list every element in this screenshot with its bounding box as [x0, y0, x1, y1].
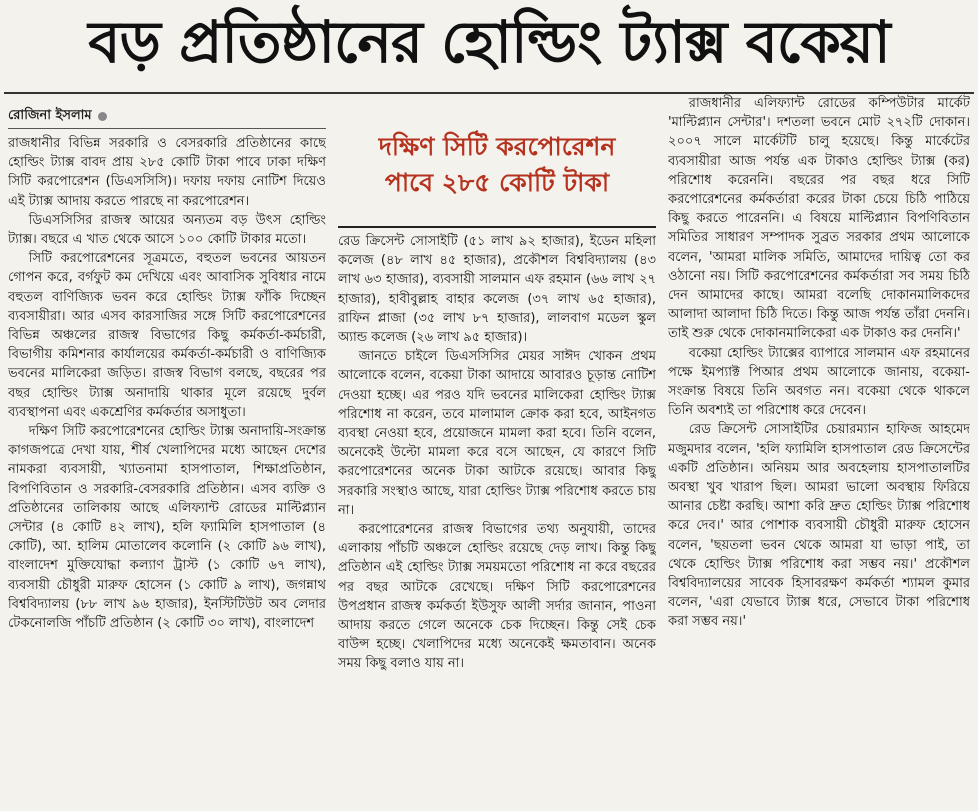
sub-headline — [338, 110, 656, 220]
paragraph: সিটি করপোরেশনের সূত্রমতে, বহুতল ভবনের আয়তন গোপন করে, বর্গফুট কম দেখিয়ে এবং আবাসিক সুবিধার নামে বহুতল বাণিজ্যিক ভবন করে হোল্ডিং ট্যাক্স ফাঁকি দিচ্ছেন ব্যবসায়ীরা। আর এসব কারসাজির সঙ্গে সিটি করপোরেশনের বিভিন্ন অঞ্চলের রাজস্ব বিভাগের কিছু কর্মকর্তা-কর্মচারী, বিভাগীয় কমিশনার কার্যালয়ের কর্মকর্তা-কর্মচারী ও বাণিজ্যিক ভবনের মালিকেরা জড়িত। রাজস্ব বিভাগ বলছে, বছরের পর বছর হোল্ডিং ট্যাক্স অনাদায়ি থাকার মূলে রয়েছে দুর্বল ব্যবস্থাপনা এবং একশ্রেণির কর্মকর্তার অসাধুতা। — [8, 251, 326, 420]
paragraph: রেড ক্রিসেন্ট সোসাইটি (৫১ লাখ ৯২ হাজার), ইডেন মহিলা কলেজ (৪৮ লাখ ৪৫ হাজার), প্রকৌশল বিশ্ববিদ্যালয় (৪৩ লাখ ৬৩ হাজার), ব্যবসায়ী সালমান এফ রহমান (৬৬ লাখ ২৭ হাজার), হাবীবুল্লাহ বাহার কলেজ (৩৭ লাখ ৬৫ হাজার), রাফিন প্লাজা (৩৫ লাখ ৮৭ হাজার), লালবাগ মডেল স্কুল অ্যান্ড কলেজ (২৬ লাখ ৯৫ হাজার)। — [338, 234, 656, 346]
paragraph: বকেয়া হোল্ডিং ট্যাক্সের ব্যাপারে সালমান এফ রহমানের পক্ষে ইমপ্যাক্ট পিআর প্রথম আলোকে জানায়, বকেয়া-সংক্রান্ত বিষয়ে তিনি অবগত নন। বকেয়া থেকে থাকলে তিনি অবশ্যই তা পরিশোধ করে দেবেন। — [668, 345, 970, 419]
paragraph: রাজধানীর এলিফ্যান্ট রোডের কম্পিউটার মার্কেট 'মাল্টিপ্ল্যান সেন্টার'। দশতলা ভবনে মোট ২৭২টি দোকান। ২০০৭ সালে মার্কেটটি চালু হয়েছে। কিন্তু মার্কেটের ব্যবসায়ীরা আজ পর্যন্ত এক টাকাও হোল্ডিং ট্যাক্স (কর) পরিশোধ করেননি। বছরের পর বছর ধরে সিটি করপোরেশনের কর্মকর্তারা করের টাকা চেয়ে চিঠি পাঠিয়ে কিছু করতে পারেননি। এ বিষয়ে মাল্টিপ্ল্যান বিপণিবিতান সমিতির সাধারণ সম্পাদক সুব্রত সরকার প্রথম আলোকে বলেন, 'আমরা মালিক সমিতি, আমাদের দায়িত্ব তো কর ওঠানো নয়। সিটি করপোরেশনের কর্মকর্তারা সব সময় চিঠি দেন আমাদের কাছে। আমরা বলেছি দোকানমালিকদের আলাদা আলাদা চিঠি দিতে। কিন্তু আজ পর্যন্ত তাঁরা দেননি। তাই শুরু থেকে দোকানমালিকেরা এক টাকাও কর দেননি।' — [668, 96, 970, 342]
paragraph: রাজধানীর বিভিন্ন সরকারি ও বেসরকারি প্রতিষ্ঠানের কাছে হোল্ডিং ট্যাক্স বাবদ প্রায় ২৮৫ কোটি টাকা পাবে ঢাকা দক্ষিণ সিটি করপোরেশন (ডিএসসিসি)। দফায় দফায় নোটিশ দিয়েও এই ট্যাক্স আদায় করতে পারছে না করপোরেশন। — [8, 136, 326, 209]
sub-headline-line-2: পাবে ২৮৫ কোটি টাকা — [384, 168, 610, 197]
paragraph: জানতে চাইলে ডিএসসিসির মেয়র সাঈদ খোকন প্রথম আলোকে বলেন, বকেয়া টাকা আদায়ে আবারও চূড়ান্ত নোটিশ দেওয়া হচ্ছে। এর পরও যদি ভবনের মালিকেরা হোল্ডিং ট্যাক্স পরিশোধ না করেন, তবে মালামাল ক্রোক করা হবে, আইনগত ব্যবস্থা নেওয়া হবে, প্রয়োজনে মামলা করা হবে। তিনি বলেন, অনেকেই উল্টো মামলা করে বসে আছেন, যে কারণে সিটি করপোরেশনের অনেক টাকা আটকে রয়েছে। আবার কিছু সরকারি সংস্থাও আছে, যারা হোল্ডিং ট্যাক্স পরিশোধ করতে চায় না। — [338, 349, 656, 518]
byline — [8, 106, 107, 127]
sub-headline-line-1: দক্ষিণ সিটি করপোরেশন — [378, 132, 616, 161]
column-2 — [338, 232, 656, 810]
paragraph: রেড ক্রিসেন্ট সোসাইটির চেয়ারম্যান হাফিজ আহমেদ মজুমদার বলেন, 'হলি ফ্যামিলি হাসপাতাল রেড ক্রিসেন্টের একটি প্রতিষ্ঠান। অনিয়ম আর অবহেলায় হাসপাতালটির অবস্থা খুব খারাপ ছিল। আমরা ভালো অবস্থায় ফিরিয়ে আনার চেষ্টা করছি। আশা করি দ্রুত হোল্ডিং ট্যাক্স পরিশোধ করে দেব।' আর পোশাক ব্যবসায়ী চৌধুরী মারুফ হোসেন বলেন, 'ছয়তলা ভবন থেকে আমরা যা ভাড়া পাই, তা থেকে হোল্ডিং ট্যাক্স পরিশোধ করা সম্ভব নয়।' প্রকৌশল বিশ্ববিদ্যালয়ের সাবেক হিসাবরক্ষণ কর্মকর্তা শ্যামল কুমার বলেন, 'এরা যেভাবে ট্যাক্স ধরে, সেভাবে টাকা পরিশোধ করা সম্ভব নয়।' — [668, 422, 970, 630]
sub-headline-rule — [338, 226, 656, 228]
column-3 — [668, 94, 970, 810]
paragraph: করপোরেশনের রাজস্ব বিভাগের তথ্য অনুযায়ী, তাদের এলাকায় পাঁচটি অঞ্চলে হোল্ডিং রয়েছে দেড় লাখ। কিন্তু কিছু প্রতিষ্ঠান এই হোল্ডিং ট্যাক্স সময়মতো পরিশোধ না করে বছরের পর বছর আটকে রেখেছে। দক্ষিণ সিটি করপোরেশনের উপপ্রধান রাজস্ব কর্মকর্তা ইউসুফ আলী সর্দার জানান, পাওনা আদায় করতে গেলে অনেকে চেক দিচ্ছেন। কিন্তু সেই চেক বাউন্স হচ্ছে। খেলাপিদের মধ্যে অনেকেই ক্ষমতাবান। অনেক সময় কিছু বলাও যায় না। — [338, 522, 656, 672]
paragraph: দক্ষিণ সিটি করপোরেশনের হোল্ডিং ট্যাক্স অনাদায়ি-সংক্রান্ত কাগজপত্রে দেখা যায়, শীর্ষ খেলাপিদের মধ্যে আছেন দেশের নামকরা ব্যবসায়ী, খ্যাতনামা হাসপাতাল, শিক্ষাপ্রতিষ্ঠান, বিপণিবিতান ও সরকারি-বেসরকারি প্রতিষ্ঠান। এসব ব্যক্তি ও প্রতিষ্ঠানের তালিকায় আছে এলিফ্যান্ট রোডের মাল্টিপ্ল্যান সেন্টার (৪ কোটি ৪২ লাখ), হলি ফ্যামিলি হাসপাতাল (৪ কোটি), আ. হালিম মোতালেব কলোনি (২ কোটি ৯৬ লাখ), বাংলাদেশ মুক্তিযোদ্ধা কল্যাণ ট্রাস্ট (১ কোটি ৬৭ লাখ), ব্যবসায়ী চৌধুরী মারুফ হোসেন (১ কোটি ৯ লাখ), জগন্নাথ বিশ্ববিদ্যালয় (৮৮ লাখ ৯৬ হাজার), ইনস্টিটিউট অব লেদার টেকনোলজি পাঁচটি প্রতিষ্ঠান (২ কোটি ৩০ লাখ), বাংলাদেশ — [8, 424, 326, 632]
bullet-icon — [98, 112, 107, 121]
paragraph: ডিএসসিসির রাজস্ব আয়ের অন্যতম বড় উৎস হোল্ডিং ট্যাক্স। বছরে এ খাত থেকে আসে ১০০ কোটি টাকার মতো। — [8, 212, 326, 248]
column-1 — [8, 134, 326, 810]
byline-author: রোজিনা ইসলাম — [8, 108, 92, 123]
byline-rule — [8, 128, 326, 129]
headline: বড় প্রতিষ্ঠানের হোল্ডিং ট্যাক্স বকেয়া — [88, 7, 890, 76]
